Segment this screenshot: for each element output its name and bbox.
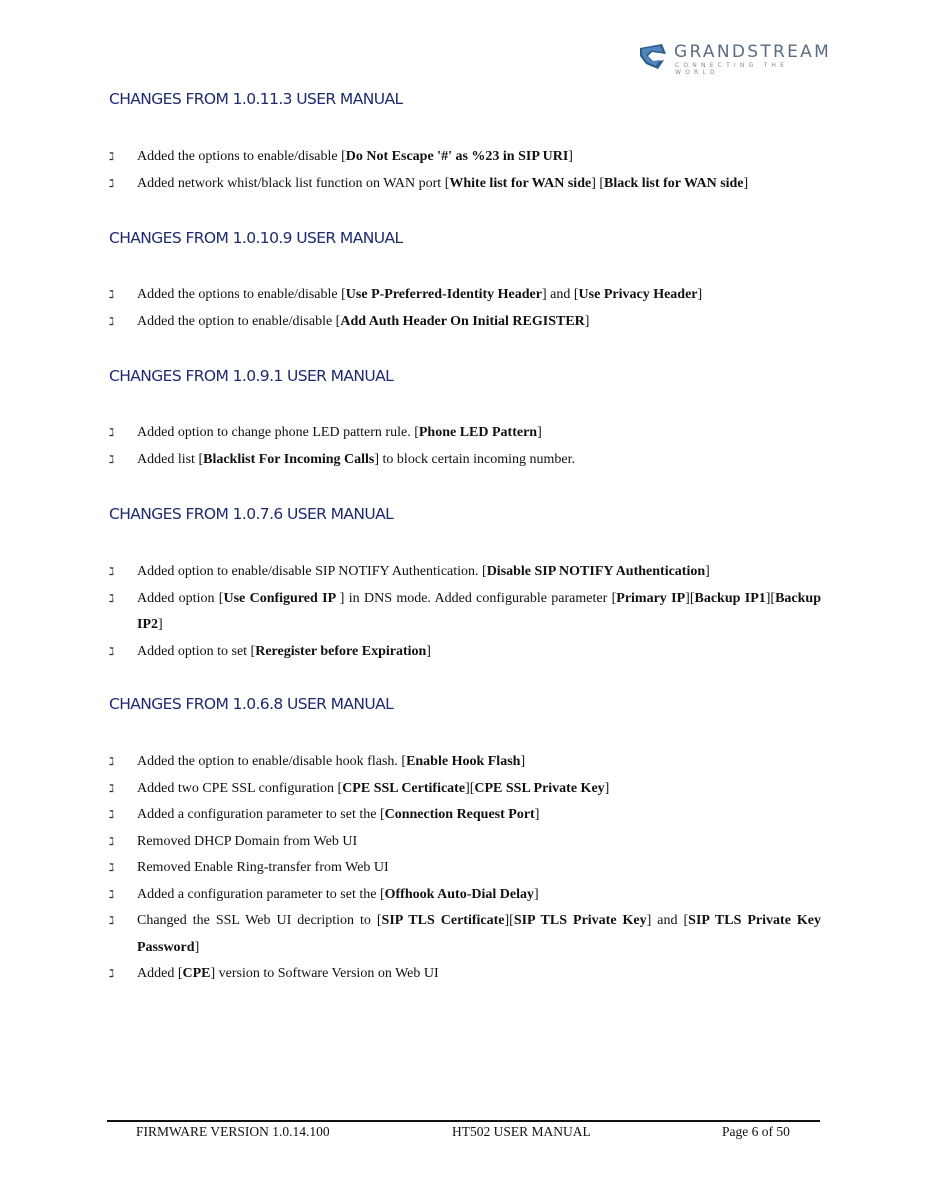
- list-item: ℷ Added option to change phone LED pattern rule. [Phone LED Pattern]: [109, 420, 821, 447]
- list-item: ℷ Removed Enable Ring-transfer from Web UI: [109, 855, 821, 882]
- list-item: ℷ Added the option to enable/disable hook flash. [Enable Hook Flash]: [109, 749, 821, 776]
- logo-tagline: CONNECTING THE WORLD: [675, 62, 789, 76]
- bullet-icon: ℷ: [109, 150, 115, 163]
- bullet-icon: ℷ: [109, 834, 115, 848]
- logo-wordmark: GRANDSTREAM: [674, 42, 832, 62]
- bullet-icon: ℷ: [109, 967, 115, 980]
- footer-manual-title: HT502 USER MANUAL: [452, 1124, 591, 1139]
- change-list: [109, 282, 821, 335]
- list-item: ℷ Added network whist/black list function on WAN port [White list for WAN side] [Black list for WAN side]: [109, 171, 821, 198]
- bullet-icon: ℷ: [109, 426, 115, 439]
- section-1-0-10-9: [109, 229, 821, 329]
- grandstream-swoosh-icon: [638, 42, 668, 70]
- bullet-icon: ℷ: [109, 565, 115, 578]
- list-item: ℷ Changed the SSL Web UI decription to [SIP TLS Certificate][SIP TLS Private Key] and [SIP TLS Private Key Password]: [109, 908, 821, 961]
- footer-firmware-version: FIRMWARE VERSION 1.0.14.100: [136, 1124, 330, 1139]
- bullet-icon: ℷ: [109, 591, 115, 605]
- bullet-icon: ℷ: [109, 861, 115, 874]
- section-heading: CHANGES FROM 1.0.6.8 USER MANUAL: [109, 695, 394, 713]
- footer-divider: [107, 1120, 820, 1122]
- bullet-icon: ℷ: [109, 288, 115, 301]
- bullet-icon: ℷ: [109, 755, 115, 768]
- list-item: ℷ Added two CPE SSL configuration [CPE SSL Certificate][CPE SSL Private Key]: [109, 776, 821, 803]
- bullet-icon: ℷ: [109, 781, 115, 795]
- list-item: ℷ Added option to set [Reregister before Expiration]: [109, 639, 821, 666]
- section-heading: CHANGES FROM 1.0.11.3 USER MANUAL: [109, 90, 403, 108]
- bullet-icon: ℷ: [109, 176, 115, 190]
- list-item: ℷ Removed DHCP Domain from Web UI: [109, 829, 821, 856]
- grandstream-logo: [638, 40, 832, 76]
- section-heading: CHANGES FROM 1.0.10.9 USER MANUAL: [109, 229, 403, 247]
- list-item: ℷ Added the option to enable/disable [Add Auth Header On Initial REGISTER]: [109, 309, 821, 336]
- bullet-icon: ℷ: [109, 887, 115, 901]
- section-1-0-11-3: [109, 90, 821, 191]
- bullet-icon: ℷ: [109, 452, 115, 466]
- section-1-0-9-1: [109, 367, 821, 467]
- change-list: [109, 144, 821, 197]
- list-item: ℷ Added list [Blacklist For Incoming Calls] to block certain incoming number.: [109, 447, 821, 474]
- list-item: ℷ Added a configuration parameter to set the [Connection Request Port]: [109, 802, 821, 829]
- change-list: [109, 749, 821, 988]
- change-list: [109, 559, 821, 665]
- list-item: ℷ Added the options to enable/disable [Do Not Escape '#' as %23 in SIP URI]: [109, 144, 821, 171]
- section-1-0-6-8: [109, 695, 821, 981]
- bullet-icon: ℷ: [109, 808, 115, 821]
- section-heading: CHANGES FROM 1.0.9.1 USER MANUAL: [109, 367, 394, 385]
- bullet-icon: ℷ: [109, 314, 115, 328]
- footer-page-number: Page 6 of 50: [722, 1124, 790, 1139]
- list-item: ℷ Added option [Use Configured IP ] in DNS mode. Added configurable parameter [Primary IP][Backup IP1][Backup IP2]: [109, 586, 821, 639]
- list-item: ℷ Added option to enable/disable SIP NOTIFY Authentication. [Disable SIP NOTIFY Authentication]: [109, 559, 821, 586]
- section-1-0-7-6: [109, 505, 821, 659]
- bullet-icon: ℷ: [109, 914, 115, 927]
- change-list: [109, 420, 821, 473]
- section-heading: CHANGES FROM 1.0.7.6 USER MANUAL: [109, 505, 394, 523]
- list-item: ℷ Added the options to enable/disable [Use P-Preferred-Identity Header] and [Use Privacy Header]: [109, 282, 821, 309]
- list-item: ℷ Added a configuration parameter to set the [Offhook Auto-Dial Delay]: [109, 882, 821, 909]
- list-item: ℷ Added [CPE] version to Software Version on Web UI: [109, 961, 821, 988]
- bullet-icon: ℷ: [109, 644, 115, 658]
